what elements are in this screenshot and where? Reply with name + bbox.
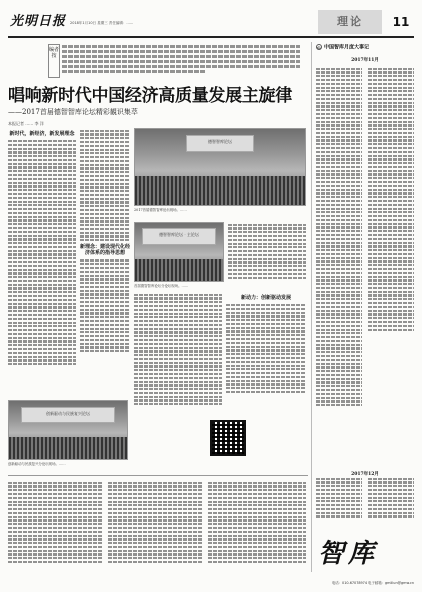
column-divider [311, 42, 312, 572]
qr-code [210, 420, 246, 456]
bottom-column-1 [8, 480, 103, 565]
sidebar-title: G 中国智库月度大事记 [317, 44, 370, 51]
subheadline: ——2017首届德智智库论坛精彩観识集萃 [8, 108, 138, 116]
subsection-title-1: 新时代，新经济，新发展理念 [9, 131, 75, 137]
sidebar-month-1: 2017年11月 [351, 58, 379, 63]
section-tab: 理论 [318, 10, 382, 34]
article-column-2 [80, 128, 130, 354]
sidebar-month-2: 2017年12月 [351, 472, 379, 477]
dateline: 2018年1月10日 星期三 责任编辑：…… [70, 21, 134, 25]
headline: 唱响新时代中国经济高质量发展主旋律 [8, 86, 292, 106]
sidebar-body [316, 54, 414, 408]
bottom-column-2 [108, 480, 203, 565]
forum-photo-3 [8, 400, 128, 460]
newspaper-logo: 光明日报 [10, 14, 67, 29]
byline: 本报记者 …… 李 洋 [8, 121, 44, 126]
g-logo-icon: G [317, 45, 321, 50]
editor-note [62, 43, 300, 79]
photo-2-caption: 首届德智智库论坛分论坛现场。…… [134, 284, 189, 288]
article-column-1 [8, 128, 76, 367]
calligraphy-title: 智库 [318, 539, 379, 569]
forum-photo-1 [134, 128, 306, 206]
section-rule [8, 475, 308, 476]
photo-3-caption: 创新驱动与民族复兴分论坛现场。…… [8, 462, 66, 466]
masthead [8, 8, 414, 38]
photo-1-caption: 2017首届德智智库论坛现场。…… [134, 208, 187, 212]
subsection-title-3: 新动力：创新驱动发展 [240, 295, 291, 301]
editor-note-label: 编者按 [48, 44, 60, 78]
sidebar-body-2 [316, 476, 414, 519]
article-column-3 [228, 222, 306, 280]
photo-3-banner: 创新驱动与民族复兴论坛 [45, 410, 90, 416]
photo-2-banner: 德智智库论坛 · 主论坛 [159, 231, 199, 237]
footer-contact: 电话：010-67078974 电子邮箱：gmlilun@gmw.cn [331, 581, 414, 585]
page-number: 11 [392, 15, 410, 29]
photo-1-banner: 德智智库论坛 [208, 139, 232, 145]
article-column-5 [226, 292, 306, 395]
forum-photo-2 [134, 222, 224, 282]
article-column-4 [134, 292, 222, 407]
subsection-title-2: 新理念：建设现代化经济体系的指导思想 [80, 244, 131, 257]
bottom-column-3 [208, 480, 306, 565]
